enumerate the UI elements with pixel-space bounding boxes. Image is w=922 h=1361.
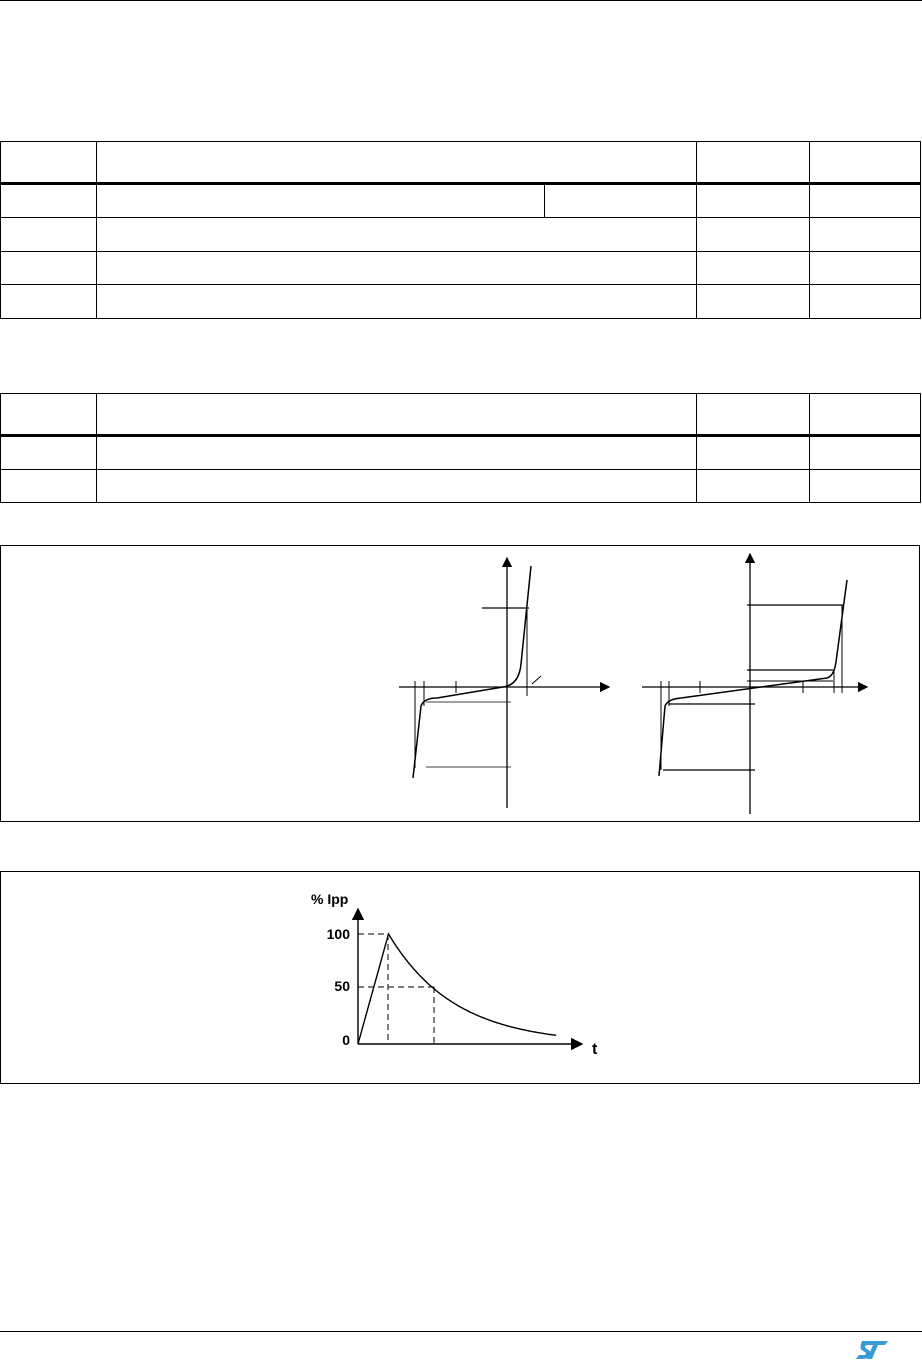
spec-table-2: [0, 393, 921, 503]
table-cell: [810, 252, 921, 285]
table-cell: [810, 436, 921, 470]
table-cell: [545, 184, 697, 218]
table-row: [1, 436, 921, 470]
table-cell: [697, 218, 810, 252]
table-cell: [1, 252, 97, 285]
pulse-waveform-svg: [1, 872, 919, 1083]
header-cell: [697, 394, 810, 436]
pointer-line: [532, 676, 541, 684]
pulse-waveform-figure: [0, 871, 920, 1084]
table-cell: [697, 285, 810, 319]
spec-table-1: [0, 141, 921, 319]
vi-characteristic-figure: [0, 545, 920, 822]
table-row: [1, 184, 921, 218]
tick-label-0: 0: [342, 1032, 350, 1048]
table-cell: [97, 436, 697, 470]
table-cell: [1, 470, 97, 503]
table-row: [1, 252, 921, 285]
iv-characteristic-line: [659, 580, 847, 776]
header-cell: [1, 142, 97, 184]
header-cell: [810, 142, 921, 184]
table-row: [1, 285, 921, 319]
x-axis-label: t: [592, 1041, 598, 1058]
table-cell: [810, 218, 921, 252]
table-cell: [1, 436, 97, 470]
header-cell: [1, 394, 97, 436]
table-header-row: [1, 142, 921, 184]
table-cell: [810, 184, 921, 218]
table-cell: [810, 285, 921, 319]
y-axis-label: % Ipp: [311, 891, 349, 907]
table-cell: [97, 184, 545, 218]
header-cell: [697, 142, 810, 184]
table-cell: [1, 285, 97, 319]
table-cell: [97, 470, 697, 503]
st-logo-icon: [856, 1341, 888, 1359]
tick-label-50: 50: [334, 978, 350, 994]
vi-curves-svg: [1, 546, 919, 821]
table-header-row: [1, 394, 921, 436]
unidirectional-vi-curve: [399, 558, 609, 808]
table-cell: [697, 252, 810, 285]
table-cell: [97, 218, 697, 252]
header-cell: [97, 142, 697, 184]
table-row: [1, 218, 921, 252]
header-cell: [97, 394, 697, 436]
header-cell: [810, 394, 921, 436]
table-cell: [697, 470, 810, 503]
bidirectional-vi-curve: [642, 554, 867, 814]
table-cell: [97, 285, 697, 319]
table-row: [1, 470, 921, 503]
table-cell: [1, 218, 97, 252]
table-cell: [697, 184, 810, 218]
table-cell: [1, 184, 97, 218]
table-cell: [697, 436, 810, 470]
iv-characteristic-line: [413, 566, 531, 778]
table-cell: [810, 470, 921, 503]
table-cell: [97, 252, 697, 285]
page-bottom-rule: [0, 1331, 922, 1332]
page-top-rule: [0, 0, 922, 1]
tick-label-100: 100: [326, 926, 350, 942]
